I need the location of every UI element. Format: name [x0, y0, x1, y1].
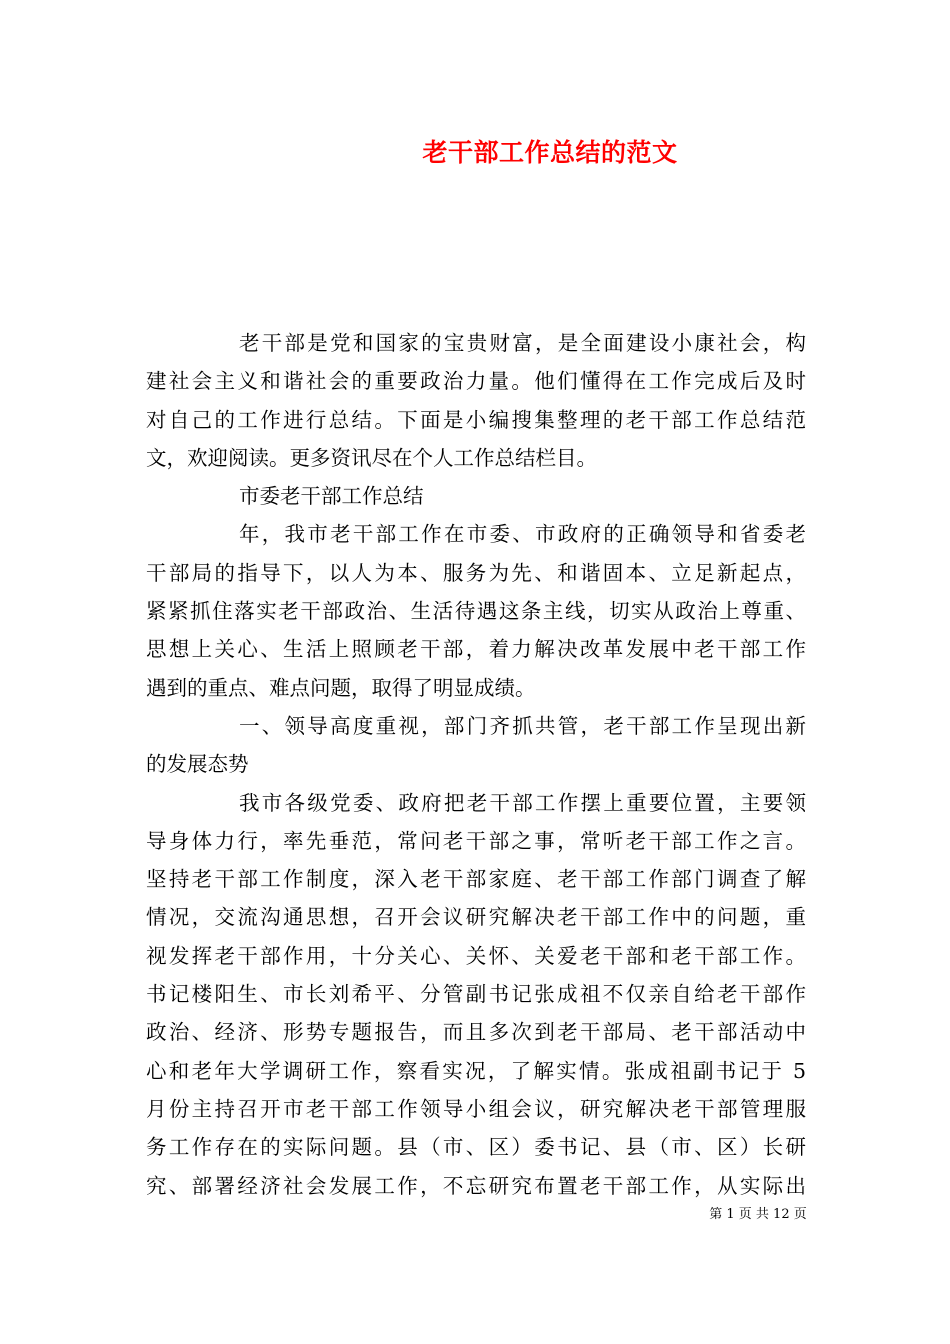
text-line: 我市各级党委、政府把老干部工作摆上重要位置，主要领: [239, 790, 806, 815]
text-line: 对自己的工作进行总结。下面是小编搜集整理的老干部工作总结范: [146, 407, 806, 432]
text-line: 老干部是党和国家的宝贵财富，是全面建设小康社会，构: [239, 331, 806, 355]
text-line: 月份主持召开市老干部工作领导小组会议，研究解决老干部管理服: [146, 1096, 806, 1121]
text-line: 紧紧抓住落实老干部政治、生活待遇这条主线，切实从政治上尊重、: [146, 599, 806, 624]
section-heading: 市委老干部工作总结: [239, 484, 424, 509]
text-line: 干部局的指导下，以人为本、服务为先、和谐固本、立足新起点，: [146, 560, 806, 585]
text-line: 务工作存在的实际问题。县（市、区）委书记、县（市、区）长研: [146, 1135, 806, 1160]
text-line: 视发挥老干部作用，十分关心、关怀、关爱老干部和老干部工作。: [146, 943, 806, 968]
document-body: [146, 324, 806, 1205]
text-line: 思想上关心、生活上照顾老干部，着力解决改革发展中老干部工作: [146, 637, 806, 662]
text-line: 遇到的重点、难点问题，取得了明显成绩。: [146, 675, 536, 700]
text-line: 书记楼阳生、市长刘希平、分管副书记张成祖不仅亲自给老干部作: [146, 982, 806, 1007]
text-line: 坚持老干部工作制度，深入老干部家庭、老干部工作部门调查了解: [146, 867, 806, 892]
text-line: 政治、经济、形势专题报告，而且多次到老干部局、老干部活动中: [146, 1020, 806, 1045]
text-line: 文，欢迎阅读。更多资讯尽在个人工作总结栏目。: [146, 445, 597, 470]
text-line: 情况，交流沟通思想，召开会议研究解决老干部工作中的问题，重: [146, 905, 806, 930]
text-line: 究、部署经济社会发展工作，不忘研究布置老干部工作，从实际出: [146, 1173, 806, 1198]
document-title: 老干部工作总结的范文: [422, 138, 678, 167]
text-line: 心和老年大学调研工作，察看实况，了解实情。张成祖副书记于 5: [146, 1058, 806, 1083]
subsection-heading: 一、领导高度重视，部门齐抓共管，老干部工作呈现出新: [239, 713, 806, 738]
text-line: 年，我市老干部工作在市委、市政府的正确领导和省委老: [239, 522, 806, 547]
page-number-footer: 第 1 页 共 12 页: [709, 1207, 807, 1222]
text-line: 导身体力行，率先垂范，常问老干部之事，常听老干部工作之言。: [146, 828, 806, 853]
subsection-heading-cont: 的发展态势: [146, 752, 249, 777]
text-line: 建社会主义和谐社会的重要政治力量。他们懂得在工作完成后及时: [146, 369, 806, 394]
